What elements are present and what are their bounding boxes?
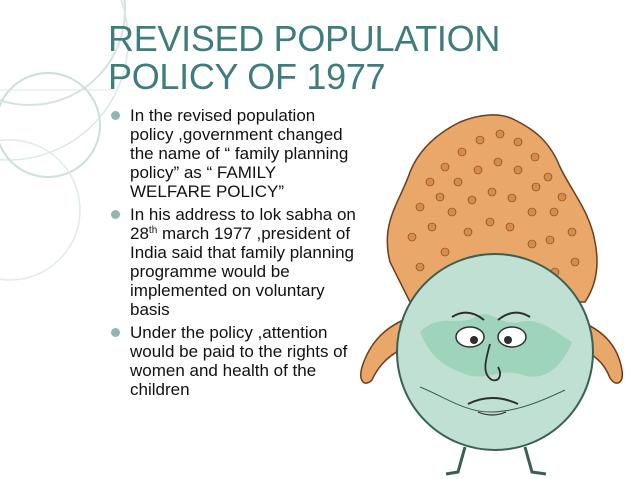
bullet-3-line-1: Under the policy ,attention <box>130 323 328 342</box>
bullet-2-line-1: In his address to lok sabha on <box>130 205 356 224</box>
bullet-item-3 <box>108 323 408 399</box>
bullet-text-1 <box>130 106 408 201</box>
date-day: 28 <box>130 224 149 243</box>
round-bullet-icon <box>111 328 120 337</box>
title-line-2: POLICY OF 1977 <box>108 56 386 97</box>
date-suffix: th <box>148 225 158 236</box>
bullet-item-2 <box>108 205 408 319</box>
round-bullet-icon <box>111 210 120 219</box>
bullet-1-line-2: policy ,government changed <box>130 125 343 144</box>
bullet-3-line-4: children <box>130 380 190 399</box>
bullet-1-line-5: WELFARE POLICY” <box>130 182 284 201</box>
bullet-text-2 <box>130 205 408 319</box>
bullet-3-line-2: would be paid to the rights of <box>130 342 348 361</box>
bullet-2-line-5: implemented on voluntary <box>130 281 325 300</box>
bullet-list <box>108 106 408 403</box>
bullet-2-line-3: India said that family planning <box>130 243 354 262</box>
title-line-1: REVISED POPULATION <box>108 18 501 59</box>
round-bullet-icon <box>111 111 120 120</box>
bullet-2-line-2-rest: march 1977 ,president of <box>157 224 351 243</box>
bullet-item-1 <box>108 106 408 201</box>
bullet-1-line-3: the name of “ family planning <box>130 144 349 163</box>
bullet-2-line-6: basis <box>130 300 170 319</box>
bullet-2-line-2 <box>130 224 408 243</box>
bullet-2-line-4: programme would be <box>130 262 290 281</box>
bullet-3-line-3: women and health of the <box>130 361 317 380</box>
bullet-1-line-4: policy” as “ FAMILY <box>130 163 277 182</box>
slide-title <box>108 20 628 96</box>
bullet-1-line-1: In the revised population <box>130 106 316 125</box>
bullet-text-3 <box>130 323 408 399</box>
